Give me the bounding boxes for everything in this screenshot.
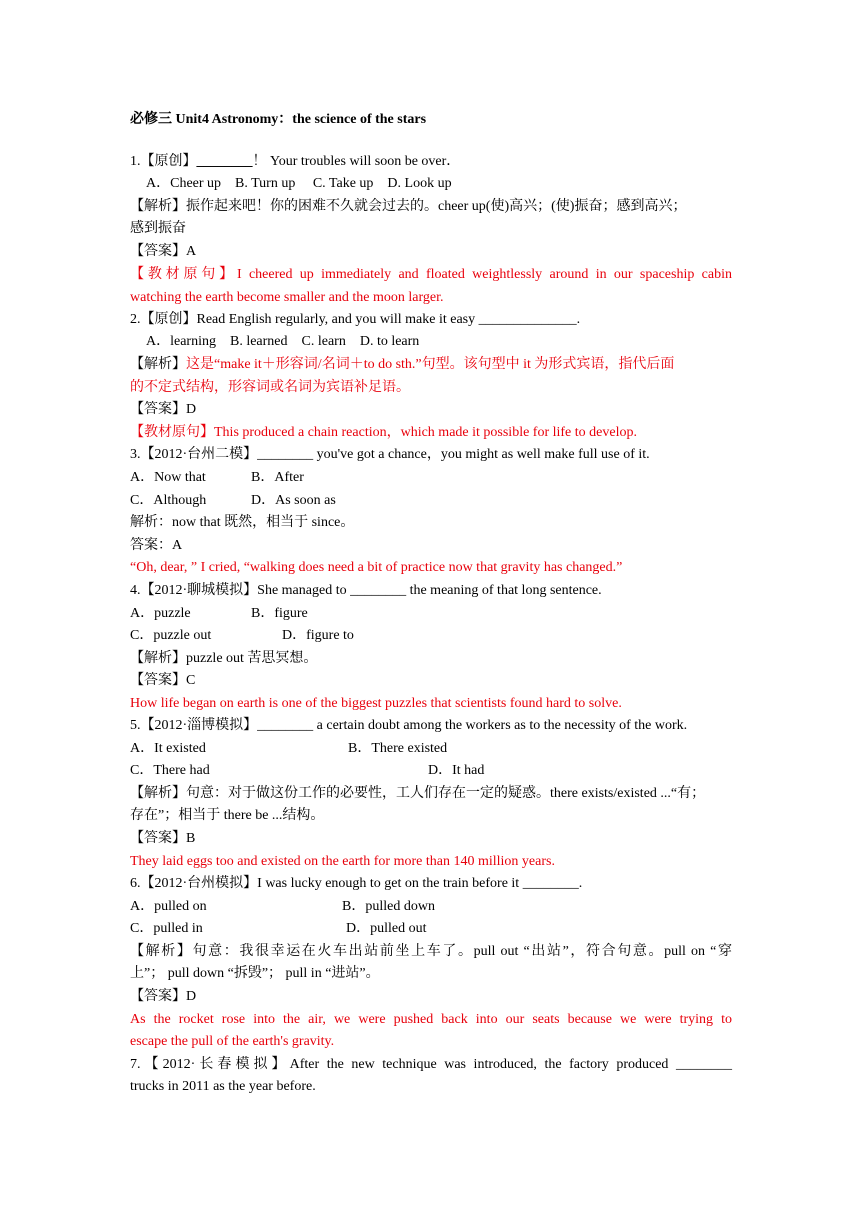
question-1-blank: ________ [196, 154, 253, 169]
question-3-analysis: 解析：now that 既然，相当于 since。 [130, 515, 355, 530]
question-6-option-a: A．pulled on [130, 899, 207, 914]
question-4-answer: 【答案】C [130, 673, 196, 688]
question-6-analysis-cont: 上”； pull down “拆毁”； pull in “进站”。 [130, 966, 380, 981]
question-1-options: A．Cheer up B. Turn up C. Take up D. Look up [146, 176, 452, 191]
question-6-source-cont: escape the pull of the earth's gravity. [130, 1034, 335, 1049]
question-5-analysis: 【解析】句意：对于做这份工作的必要性，工人们存在一定的疑惑。there exists/existed ...“有； [130, 786, 706, 801]
question-2-analysis-text: 这是“make it＋形容词/名词＋to do sth.”句型。该句型中 it 为形式宾语，指代后面 [186, 357, 675, 372]
question-2-answer: 【答案】D [130, 402, 197, 417]
question-1-analysis-cont: 感到振奋 [130, 221, 186, 236]
page-title: 必修三 Unit4 Astronomy：the science of the stars [130, 112, 427, 127]
question-2-source: 【教材原句】This produced a chain reaction，which made it possible for life to develop. [130, 425, 637, 440]
question-5-stem: 5.【2012·淄博模拟】________ a certain doubt among the workers as to the necessity of the work. [130, 718, 688, 733]
question-2-options: A．learning B. learned C. learn D. to learn [146, 334, 420, 349]
question-3-option-d: D．As soon as [251, 493, 336, 508]
question-6-stem: 6.【2012·台州模拟】I was lucky enough to get on the train before it ________. [130, 876, 583, 891]
question-6-option-c: C．pulled in [130, 921, 203, 936]
question-1-source: 【教材原句】I cheered up immediately and floated weightlessly around in our spaceship cabin [130, 267, 732, 282]
question-2-analysis-cont: 的不定式结构，形容词或名词为宾语补足语。 [130, 380, 410, 395]
question-2-analysis-label: 【解析】 [130, 357, 186, 372]
question-7-stem-cont: trucks in 2011 as the year before. [130, 1079, 316, 1094]
question-5-option-c: C．There had [130, 763, 210, 778]
question-1-text: ！ Your troubles will soon be over． [252, 154, 461, 169]
question-4-option-c: C．puzzle out [130, 628, 212, 643]
question-6-source: As the rocket rose into the air, we were pushed back into our seats because we were trying to [130, 1012, 732, 1027]
question-3-source: “Oh, dear, ” I cried, “walking does need a bit of practice now that gravity has changed.” [130, 560, 623, 575]
question-1-analysis: 【解析】振作起来吧！你的困难不久就会过去的。cheer up(使)高兴；(使)振奋；感到高兴； [130, 199, 687, 214]
question-2-stem: 2.【原创】Read English regularly, and you will make it easy ______________. [130, 312, 581, 327]
question-5-source: They laid eggs too and existed on the earth for more than 140 million years. [130, 854, 555, 869]
question-4-analysis: 【解析】puzzle out 苦思冥想。 [130, 651, 318, 666]
question-5-option-a: A．It existed [130, 741, 206, 756]
question-4-stem: 4.【2012·聊城模拟】She managed to ________ the meaning of that long sentence. [130, 583, 602, 598]
question-6-option-d: D．pulled out [346, 921, 427, 936]
question-6-answer: 【答案】D [130, 989, 197, 1004]
question-1-source-cont: watching the earth become smaller and the moon larger. [130, 290, 444, 305]
question-5-option-b: B．There existed [348, 741, 448, 756]
question-5-option-d: D．It had [428, 763, 485, 778]
question-5-answer: 【答案】B [130, 831, 196, 846]
question-6-analysis: 【解析】句意：我很幸运在火车出站前坐上车了。pull out “出站”，符合句意。pull on “穿 [130, 944, 732, 959]
question-4-option-b: B．figure [251, 606, 308, 621]
question-3-option-c: C．Although [130, 493, 207, 508]
question-1-label: 1.【原创】 [130, 154, 197, 169]
question-6-option-b: B．pulled down [342, 899, 435, 914]
question-2-analysis [130, 356, 732, 374]
question-4-option-a: A．puzzle [130, 606, 191, 621]
question-3-answer: 答案：A [130, 538, 183, 553]
question-1-answer: 【答案】A [130, 244, 197, 259]
question-4-option-d: D．figure to [282, 628, 354, 643]
question-4-source: How life began on earth is one of the biggest puzzles that scientists found hard to solve. [130, 696, 622, 711]
question-3-stem: 3.【2012·台州二模】________ you've got a chance，you might as well make full use of it. [130, 447, 650, 462]
question-5-analysis-cont: 存在”；相当于 there be ...结构。 [130, 808, 325, 823]
question-3-option-a: A．Now that [130, 470, 206, 485]
question-3-option-b: B．After [251, 470, 304, 485]
question-7-stem: 7.【2012·长春模拟】After the new technique was introduced, the factory produced ________ [130, 1057, 732, 1072]
question-1-stem [130, 153, 732, 171]
